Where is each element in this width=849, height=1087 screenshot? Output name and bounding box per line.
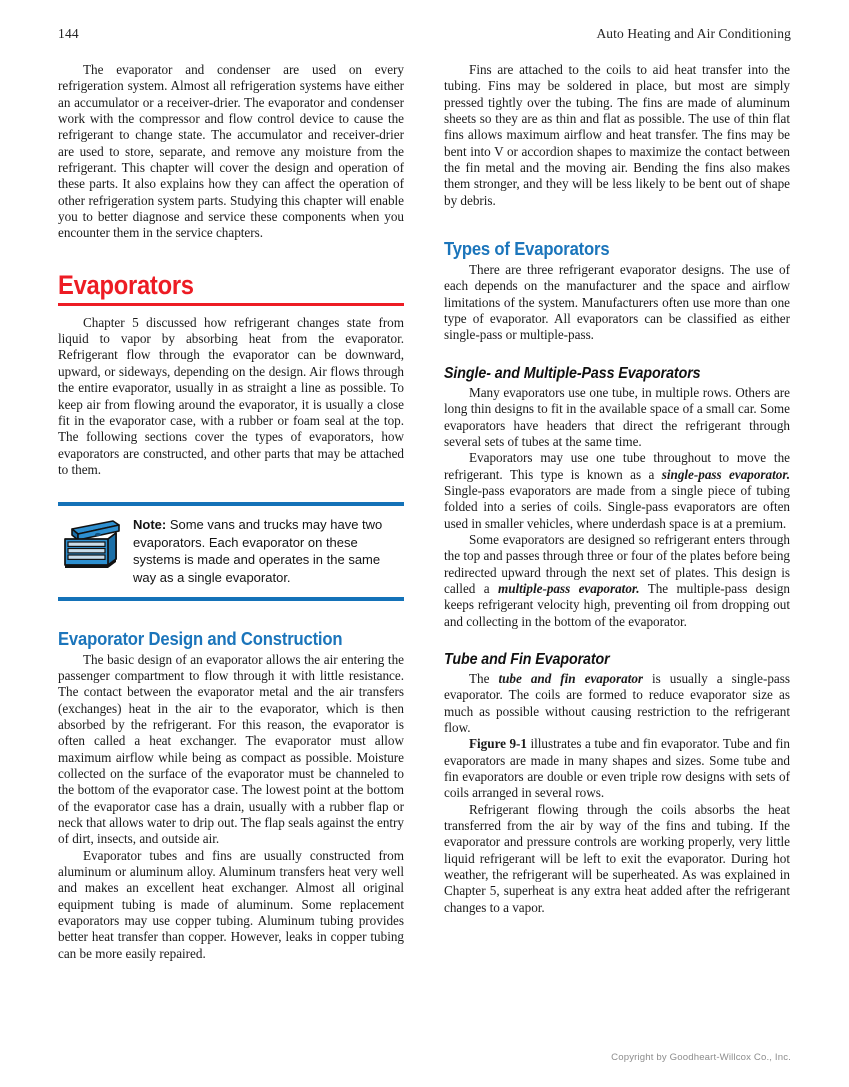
section-heading-rule bbox=[58, 303, 404, 306]
toolbox-icon bbox=[58, 517, 124, 573]
term-multiple-pass-evaporator: multiple-pass evaporator. bbox=[497, 580, 640, 596]
heading-tube-and-fin-evaporator: Tube and Fin Evaporator bbox=[444, 650, 610, 668]
subsection-heading-evaporator-design: Evaporator Design and Construction bbox=[58, 627, 343, 649]
text-run: illustrates a tube and fin evaporator. Tube and fin evaporators are made in many shapes and sizes. Some tube and fin evaporators are double or even triple row designs with sets of coils arranged in several rows. bbox=[444, 736, 790, 801]
spacer bbox=[444, 209, 790, 237]
paragraph-design-2: Evaporator tubes and fins are usually constructed from aluminum or aluminum alloy. Aluminum transfers heat very well and makes an excellent heat exchanger. Almost all original equipment tubing is made of aluminum. Some replacement evaporators may use copper tubing. Aluminum tubing provides better heat transfer than copper. However, leaks in copper tubing can be more easily repaired. bbox=[58, 847, 404, 961]
paragraph-single-1: Many evaporators use one tube, in multiple rows. Others are long thin designs to fit in the available space of a small car. Some evaporators have headers that direct the refrigerant through several sets of tubes at the same time. bbox=[444, 384, 790, 449]
paragraph-design-1: The basic design of an evaporator allows the air entering the passenger compartment to flow through it with little resistance. The contact between the evaporator metal and the air transfers (exchanges) heat in the air to the evaporator, which is then absorbed by the refrigerant. For this reason, the evaporator is often called a heat exchanger. The evaporator must allow maximum airflow while being as compact as possible. Moisture collected on the surface of the evaporator must be channeled to the bottom of the evaporator case. The lowest point at the bottom of the evaporator case has a drain, usually with a rubber flap or neck that allows water to drip out. The flap seals against the entry of dirt, insects, and outside air. bbox=[58, 651, 404, 847]
paragraph-evaporators: Chapter 5 discussed how refrigerant changes state from liquid to vapor by absorbing heat from the evaporator. Refrigerant flow through the evaporator can be downward, upward, or sideways, depending on the design. Air flows through the entire evaporator, usually in as straight a line as possible. To keep air from flowing around the evaporator, it is usually a close fit in the evaporator case, with a rubber or foam seal at the top. The following sections cover the types of evaporators, how evaporators are constructed, and other parts that may be attached to them. bbox=[58, 314, 404, 477]
right-column bbox=[444, 62, 790, 1037]
page-number: 144 bbox=[58, 26, 79, 41]
text-run: Single-pass evaporators are made from a single piece of tubing folded into a series of coils. Single-pass evaporators are often used in smaller vehicles, where underdash space is at a premium. bbox=[444, 482, 790, 531]
figure-reference: Figure 9-1 bbox=[469, 736, 527, 752]
paragraph-tubefin-3: Refrigerant flowing through the coils absorbs the heat transferred from the air by way of the fins and tubing. If the evaporator and pressure controls are working properly, very little liquid refrigerant will be left to exit the evaporator. During hot weather, the refrigerant will be superheated. As was explained in Chapter 5, superheat is any extra heat added after the refrigerant changes to a vapor. bbox=[444, 801, 790, 915]
paragraph-tubefin-1 bbox=[444, 671, 790, 736]
note-body: Some vans and trucks may have two evaporators. Each evaporator on these systems is made and operates in the same way as a single evaporator. bbox=[133, 517, 383, 585]
text-run: is usually a single-pass evaporator. The coils are formed to reduce evaporator size as much as possible without causing restriction to the refrigerant flow. bbox=[444, 670, 790, 735]
term-tube-and-fin-evaporator: tube and fin evaporator bbox=[498, 670, 644, 686]
paragraph-single-2 bbox=[444, 450, 790, 532]
text-run: The bbox=[469, 670, 499, 686]
spacer bbox=[58, 242, 404, 270]
section-heading-evaporators: Evaporators bbox=[58, 269, 194, 300]
text-run: Evaporators may use one tube throughout to move the refrigerant. This type is known as a bbox=[444, 450, 790, 482]
text-run: Some evaporators are designed so refrigerant enters through the top and passes through three or four of the plates before being redirected upward through the next set of plates. This design is called a bbox=[444, 531, 790, 596]
note-text bbox=[133, 515, 404, 586]
left-column bbox=[58, 62, 404, 1037]
term-single-pass-evaporator: single-pass evaporator. bbox=[661, 466, 790, 482]
paragraph-types: There are three refrigerant evaporator designs. The use of each depends on the manufacturer and the space and airflow limitations of the system. Manufacturers often use more than one type of evaporator. All evaporators can be classified as either single-pass or multiple-pass. bbox=[444, 262, 790, 343]
paragraph-intro: The evaporator and condenser are used on every refrigeration system. Almost all refrigeration systems have either an accumulator or a receiver-drier. The evaporator and condenser work with the compressor and flow control device to cause the refrigerant to change state. The accumulator and receiver-drier are used to store, separate, and remove any moisture from the refrigerant. This chapter will cover the design and operation of these parts. It also explains how they can affect the operation of other refrigeration system parts. Studying this chapter will enable you to better diagnose and service these components when you encounter them in the service chapters. bbox=[58, 62, 404, 241]
book-title: Auto Heating and Air Conditioning bbox=[596, 26, 791, 41]
paragraph-tubefin-2 bbox=[444, 736, 790, 801]
copyright-notice: Copyright by Goodheart-Willcox Co., Inc. bbox=[611, 1052, 791, 1063]
note-callout bbox=[58, 502, 404, 600]
running-head bbox=[58, 26, 791, 42]
text-run: The multiple-pass design keeps refrigerant velocity high, preventing oil from dropping out and collecting in the bottom of the evaporator. bbox=[444, 580, 790, 629]
spacer bbox=[444, 630, 790, 650]
heading-single-and-multiple-pass: Single- and Multiple-Pass Evaporators bbox=[444, 364, 701, 382]
spacer bbox=[444, 344, 790, 364]
paragraph-single-3 bbox=[444, 532, 790, 630]
subsection-heading-types-of-evaporators: Types of Evaporators bbox=[444, 238, 610, 260]
two-column-body bbox=[58, 62, 791, 1037]
paragraph-fins: Fins are attached to the coils to aid heat transfer into the tubing. Fins may be soldered in place, but most are simply pressed tightly over the tubing. The fins are made of aluminum sheets so they are as thin and flat as possible. The use of thin flat fins allows maximum airflow and heat transfer. The fins may be bent into V or accordion shapes to maximize the contact between the fin metal and the moving air. Bending the fins also makes them stronger, and they will be less likely to be bent out of shape by debris. bbox=[444, 62, 790, 208]
note-label: Note: bbox=[133, 517, 167, 533]
